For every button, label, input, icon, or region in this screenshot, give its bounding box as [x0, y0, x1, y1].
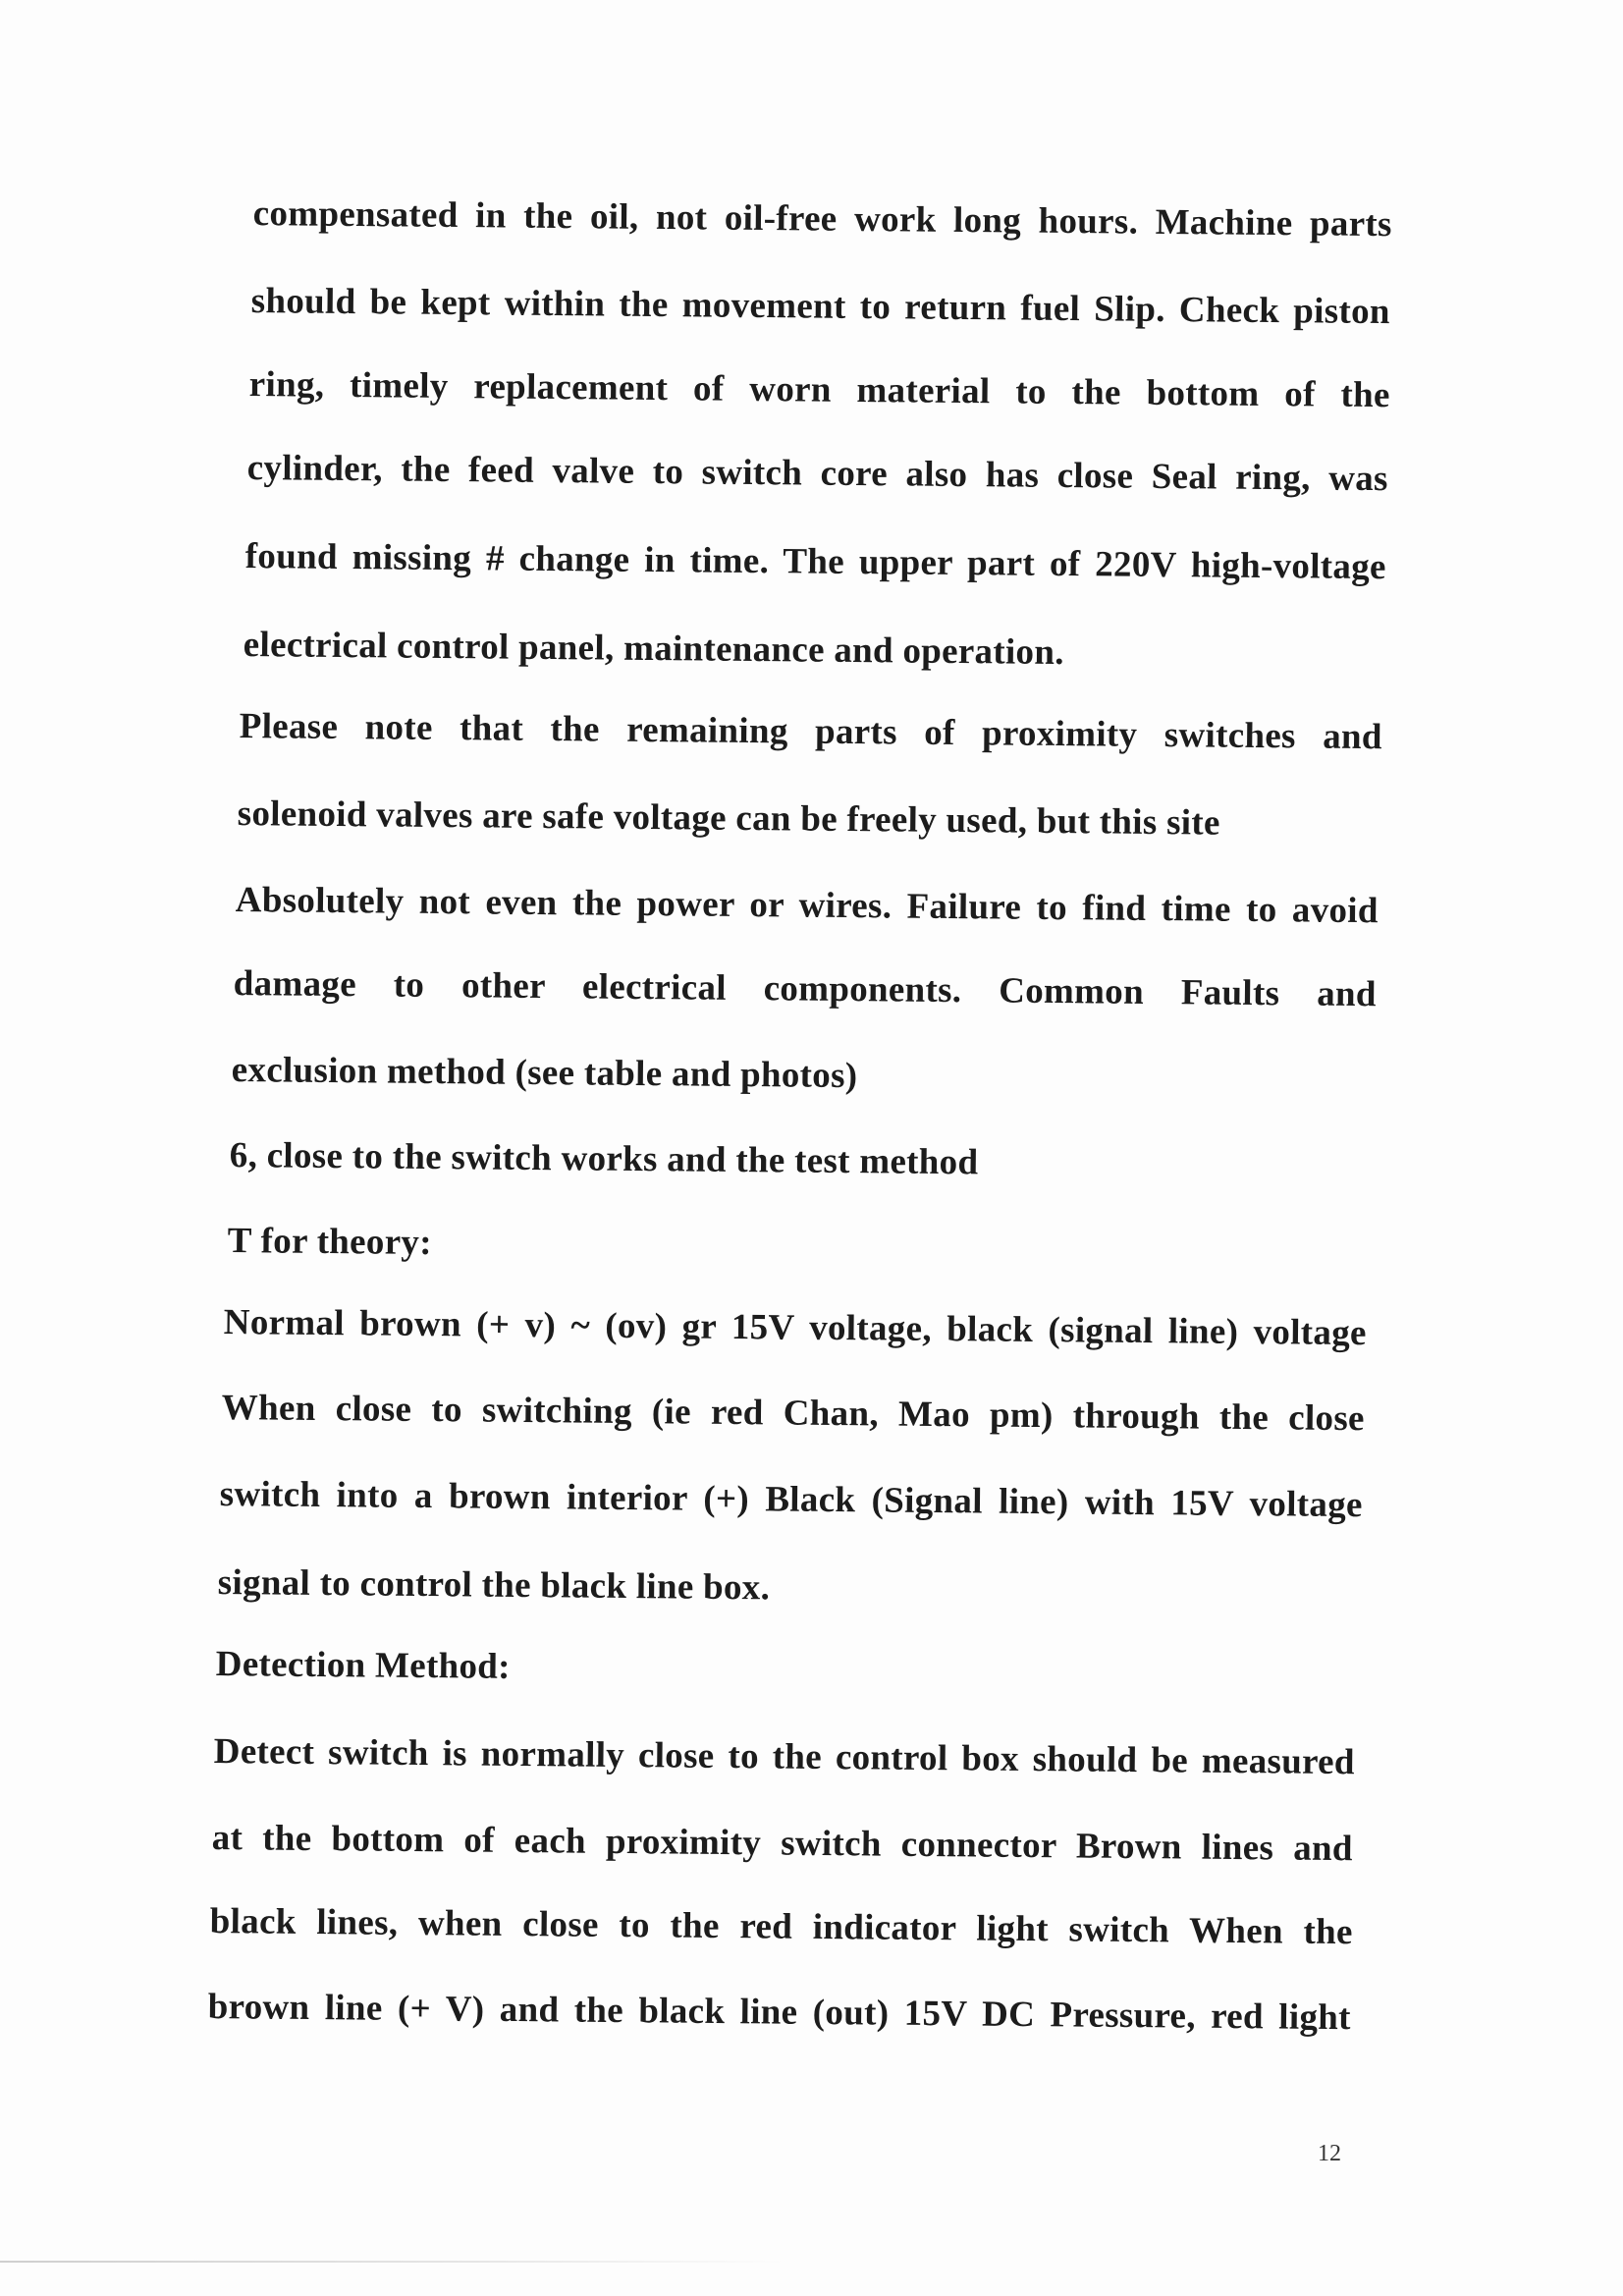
text-line: Normal brown (+ v) ~ (ov) gr 15V voltage, black (signal line) voltage: [223, 1302, 1367, 1354]
page-number: 12: [1318, 2141, 1341, 2166]
text-line: When close to switching (ie red Chan, Mao pm) through the close: [221, 1388, 1365, 1440]
text-line: electrical control panel, maintenance and operation.: [243, 624, 1064, 674]
text-line: Detect switch is normally close to the control box should be measured: [213, 1731, 1355, 1783]
text-line: switch into a brown interior (+) Black (Signal line) with 15V voltage: [219, 1474, 1363, 1526]
text-line: found missing # change in time. The upper part of 220V high-voltage: [244, 535, 1386, 588]
text-line: Detection Method:: [215, 1644, 511, 1687]
text-line: should be kept within the movement to return fuel Slip. Check piston: [250, 280, 1390, 333]
text-line: brown line (+ V) and the black line (out) 15V DC Pressure, red light: [207, 1987, 1351, 2039]
text-line: black lines, when close to the red indicator light switch When the: [209, 1901, 1353, 1953]
text-line: ring, timely replacement of worn material to the bottom of the: [248, 363, 1390, 416]
text-line: Please note that the remaining parts of proximity switches and: [239, 705, 1382, 758]
text-line: cylinder, the feed valve to switch core also has close Seal ring, was: [246, 447, 1388, 500]
scan-edge-divider: [0, 2261, 785, 2263]
text-line: exclusion method (see table and photos): [231, 1050, 858, 1097]
text-line: at the bottom of each proximity switch connector Brown lines and: [211, 1818, 1353, 1870]
text-line: compensated in the oil, not oil-free work long hours. Machine parts: [252, 192, 1392, 246]
text-line: solenoid valves are safe voltage can be freely used, but this site: [237, 793, 1220, 844]
text-line: Absolutely not even the power or wires. Failure to find time to avoid: [235, 879, 1379, 932]
text-line: 6, close to the switch works and the test method: [229, 1135, 979, 1183]
text-line: damage to other electrical components. Common Faults and: [233, 962, 1377, 1015]
text-line: T for theory:: [227, 1221, 433, 1263]
text-line: signal to control the black line box.: [217, 1562, 771, 1609]
